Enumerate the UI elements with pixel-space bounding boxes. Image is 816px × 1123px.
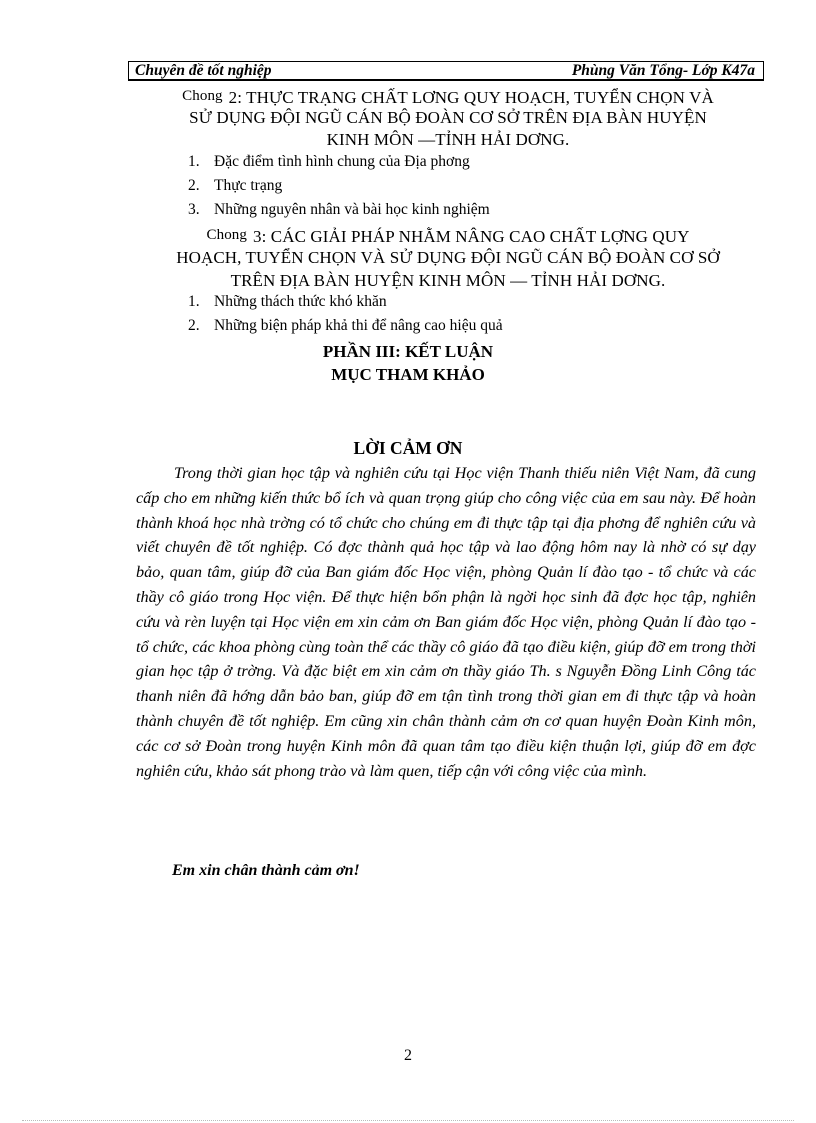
page-header bbox=[128, 61, 764, 81]
header-author: Phùng Văn Tổng- Lớp K47a bbox=[571, 62, 755, 79]
chapter3-item: 1. Những thách thức khó khăn bbox=[188, 293, 387, 310]
part3-heading: PHẦN III: KẾT LUẬN bbox=[322, 342, 494, 361]
chapter2-item: 1. Đặc điểm tình hình chung của Địa phơng bbox=[188, 153, 470, 170]
chapter2-item: 2. Thực trạng bbox=[188, 177, 283, 194]
header-title: Chuyên đề tốt nghiệp bbox=[135, 62, 272, 79]
chapter3-heading-line1: Chong 3: CÁC GIẢI PHÁP NHẰM NÂNG CAO CHẤT LỢNG QUY bbox=[206, 227, 690, 246]
page-bottom-divider bbox=[22, 1120, 794, 1121]
thanks-title: LỜI CẢM ƠN bbox=[353, 438, 463, 458]
chapter3-heading-line2: HOẠCH, TUYỂN CHỌN VÀ SỬ DỤNG ĐỘI NGŨ CÁN BỘ ĐOÀN CƠ SỞ bbox=[176, 248, 720, 267]
chapter3-heading-line3: TRÊN ĐỊA BÀN HUYỆN KINH MÔN — TỈNH HẢI DƠNG. bbox=[230, 271, 666, 290]
chapter2-heading-line2: SỬ DỤNG ĐỘI NGŨ CÁN BỘ ĐOÀN CƠ SỞ TRÊN ĐỊA BÀN HUYỆN bbox=[189, 108, 707, 127]
thanks-paragraph: Trong thời gian học tập và nghiên cứu tại Học viện Thanh thiếu niên Việt Nam, đã cung cấp cho em những kiến thức bổ ích và quan trọng giúp cho công việc của em sau này. Để hoàn thành khoá học nhà trờng có tổ chức cho chúng em đi thực tập tại địa phơng để nghiên cứu và viết chuyên đề tốt nghiệp. Có đợc thành quả học tập và lao động hôm nay là nhờ có sự dạy bảo, quan tâm, giúp đỡ của Ban giám đốc Học viện, phòng Quản lí đào tạo - tổ chức và các thầy cô giáo trong Học viện. Để thực hiện bổn phận là ngời học sinh đã đợc học tập, nghiên cứu và rèn luyện tại Học viện em xin cảm ơn Ban giám đốc Học viện, phòng Quản lí đào tạo - tổ chức, các khoa phòng cùng toàn thể các thầy cô giáo đã tạo điều kiện, giúp đỡ em trong thời gian học tập ở trờng. Và đặc biệt em xin cảm ơn thầy giáo Th. s Nguyễn Đồng Linh Công tác thanh niên đã hớng dẫn bảo ban, giúp đỡ em tận tình trong thời gian em đi thực tập và hoàn thành chuyên đề tốt nghiệp. Em cũng xin chân thành cảm ơn cơ quan huyện Đoàn Kinh môn, các cơ sở Đoàn trong huyện Kinh môn đã quan tâm tạo điều kiện thuận lợi, giúp đỡ em đợc nghiên cứu, khảo sát phong trào và làm quen, tiếp cận với công việc của mình. bbox=[136, 464, 756, 780]
chapter2-item: 3. Những nguyên nhân và bài học kinh nghiệm bbox=[188, 201, 490, 218]
references-heading: MỤC THAM KHẢO bbox=[331, 365, 485, 384]
thanks-body bbox=[136, 461, 756, 783]
thanks-closing: Em xin chân thành cảm ơn! bbox=[172, 862, 360, 879]
chapter2-heading-line1: Chong 2: THỰC TRẠNG CHẤT LƠNG QUY HOẠCH, TUYỂN CHỌN VÀ bbox=[182, 88, 714, 107]
chapter2-heading-line3: KINH MÔN —TỈNH HẢI DƠNG. bbox=[326, 130, 570, 149]
page-number: 2 bbox=[404, 1047, 412, 1064]
chapter3-label: Chong bbox=[206, 227, 247, 243]
chapter2-label: Chong bbox=[182, 88, 223, 104]
chapter3-item: 2. Những biện pháp khả thi để nâng cao hiệu quả bbox=[188, 317, 503, 334]
